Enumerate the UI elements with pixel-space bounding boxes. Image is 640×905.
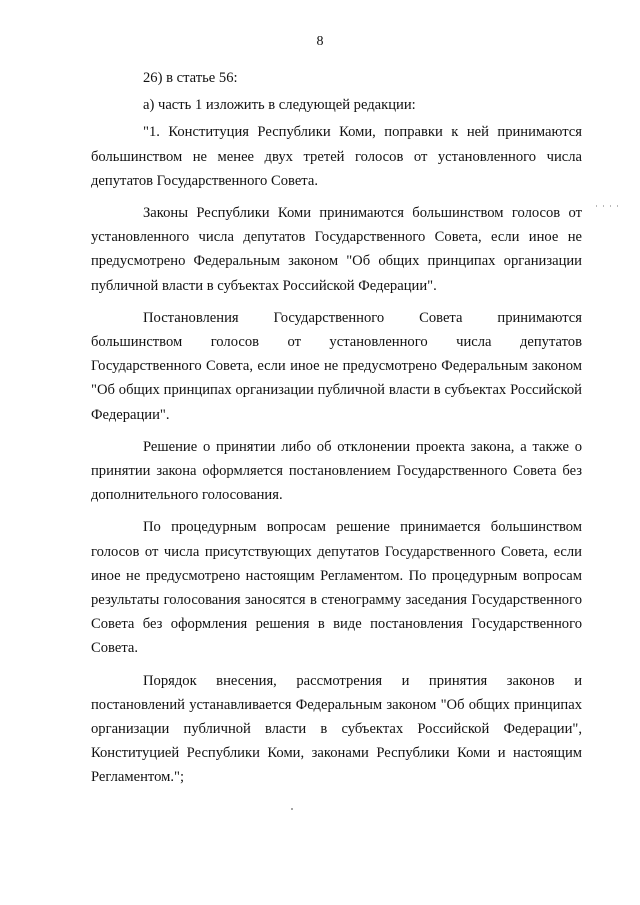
scan-noise	[291, 808, 293, 810]
paragraph-resolutions-first-line: Постановления Государственного Совета принимаются большинством голосов от установленного числа депутатов	[91, 309, 582, 351]
scan-noise	[596, 205, 622, 207]
document-body	[91, 66, 582, 790]
paragraph-laws: Законы Республики Коми принимаются большинством голосов от установленного числа депутатов Государственного Совета, если иное не предусмотрено Федеральным законом "Об общих принципах организации публичной власти в субъектах Российской Федерации".	[91, 205, 582, 294]
page-number: 8	[316, 34, 324, 49]
paragraph-decision: Решение о принятии либо об отклонении проекта закона, а также о принятии закона оформляется постановлением Государственного Совета без дополнительного голосования.	[91, 438, 582, 504]
paragraph-resolutions	[91, 306, 582, 427]
paragraph-procedural: По процедурным вопросам решение принимается большинством голосов от числа присутствующих депутатов Государственного Совета, если иное не предусмотрено настоящим Регламентом. По процедурным вопросам результаты голосования заносятся в стенограмму заседания Государственного Совета без оформления решения в виде постановления Государственного Совета.	[91, 519, 582, 657]
paragraph-subitem-a: а) часть 1 изложить в следующей редакции:	[143, 97, 416, 114]
paragraph-procedure-order: Порядок внесения, рассмотрения и принятия законов и постановлений устанавливается Федеральным законом "Об общих принципах организации публичной власти в субъектах Российской Федерации", Конституцией Республики Коми, законами Республики Коми и настоящим Регламентом.";	[91, 672, 582, 786]
paragraph-constitution: "1. Конституция Республики Коми, поправки к ней принимаются большинством не менее двух третей голосов от установленного числа депутатов Государственного Совета.	[91, 124, 582, 189]
paragraph-resolutions-rest: Государственного Совета, если иное не предусмотрено Федеральным законом "Об общих принципах организации публичной власти в субъектах Российской Федерации".	[91, 358, 582, 423]
paragraph-item-26: 26) в статье 56:	[143, 70, 238, 86]
